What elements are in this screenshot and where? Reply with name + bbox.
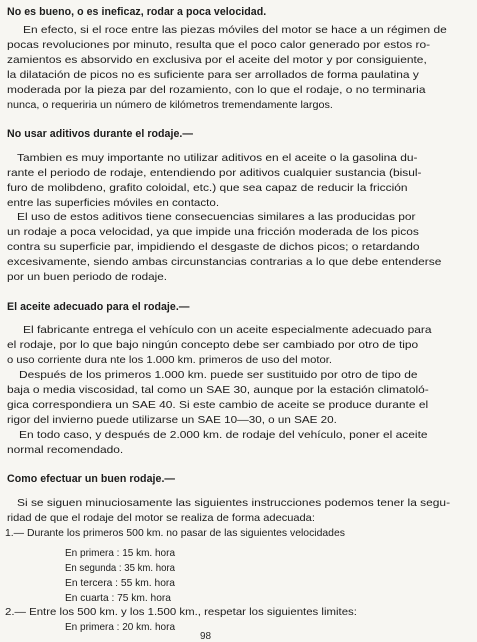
text-line: furo de molibdeno, grafito coloidal, etc.) que sea capaz de reducir la fricción (7, 183, 408, 194)
section-heading: No usar aditivos durante el rodaje.— (7, 128, 194, 140)
text-line: baja o media viscosidad, tal como un SAE 30, aunque por la estación climatoló- (7, 385, 429, 396)
text-line: Si se siguen minuciosamente las siguientes instrucciones podemos tener la segu- (17, 498, 451, 509)
text-line: Tambien es muy importante no utilizar aditivos en el aceite o la gasolina du- (17, 153, 418, 164)
text-line: o uso corriente dura nte los 1.000 km. primeros de uso del motor. (7, 355, 332, 366)
speed-limit-item: En primera : 20 km. hora (65, 622, 175, 633)
text-line: un rodaje a poca velocidad, ya que impide una fricción moderada de los picos (7, 227, 419, 238)
text-line: entre las superficies móviles en contacto. (7, 198, 220, 209)
section-heading: El aceite adecuado para el rodaje.— (7, 301, 190, 313)
text-line: El fabricante entrega el vehículo con un aceite especialmente adecuado para (23, 325, 432, 336)
speed-limit-item: En tercera : 55 km. hora (65, 578, 176, 589)
text-line: normal recomendado. (7, 445, 124, 456)
text-line: ridad de que el rodaje del motor se realiza de forma adecuada: (7, 513, 315, 524)
text-line: la dilatación de picos no es suficiente para ser arrollados de forma paulatina y (7, 70, 419, 81)
list-item: 1.— Durante los primeros 500 km. no pasar de las siguientes velocidades (5, 528, 345, 539)
text-line: gica correspondiera un SAE 40. Si este cambio de aceite se produce durante el (7, 400, 429, 411)
text-line: excesivamente, siendo ambas circunstancias contrarias a lo que debe entenderse (7, 257, 442, 268)
section-heading: No es bueno, o es ineficaz, rodar a poca velocidad. (7, 6, 267, 18)
text-line: zamientos es absorvido en exclusiva por el aceite del motor y por consiguiente, (7, 55, 427, 66)
speed-limit-item: En segunda : 35 km. hora (65, 563, 175, 574)
text-line: rante el periodo de rodaje, entendiendo por aditivos cualquier sustancia (bisul- (7, 168, 422, 179)
list-item: 2.— Entre los 500 km. y los 1.500 km., respetar los siguientes limites: (5, 607, 357, 618)
text-line: rigor del invierno puede utilizarse un SAE 10—30, o un SAE 20. (7, 415, 337, 426)
speed-limit-item: En cuarta : 75 km. hora (65, 593, 171, 604)
text-line: En todo caso, y después de 2.000 km. de rodaje del vehículo, poner el aceite (19, 430, 428, 441)
text-line: nunca, o requeriria un número de kilómetros tremendamente largos. (7, 100, 333, 111)
page-number: 98 (200, 631, 212, 642)
text-line: En efecto, si el roce entre las piezas móviles del motor se hace a un régimen de (23, 25, 447, 36)
section-heading: Como efectuar un buen rodaje.— (7, 473, 176, 485)
text-line: contra su superficie par, impidiendo el desgaste de dichos picos; o retardando (7, 242, 420, 253)
text-line: El uso de estos aditivos tiene consecuencias similares a las producidas por (17, 212, 416, 223)
speed-limit-item: En primera : 15 km. hora (65, 548, 175, 559)
text-line: por un buen periodo de rodaje. (7, 272, 168, 283)
text-line: pocas revoluciones por minuto, resulta que el poco calor generado por estos ro- (7, 40, 431, 51)
text-line: moderada por la pieza par del rozamiento, con lo que el rodaje, o no terminaria (7, 85, 426, 96)
text-line: Después de los primeros 1.000 km. puede ser sustituido por otro de tipo de (19, 370, 418, 381)
text-line: el rodaje, por lo que bajo ningún concepto debe ser cambiado por otro de tipo (7, 340, 419, 351)
